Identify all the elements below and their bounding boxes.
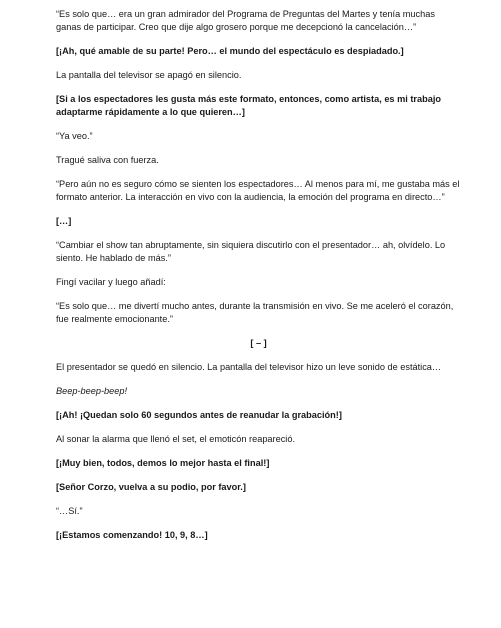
paragraph-19: “…Sí.” xyxy=(56,506,83,516)
paragraph-4: [Si a los espectadores les gusta más este formato, entonces, como artista, es mi trabajo adaptarme rápidamente a lo que quieren…] xyxy=(56,94,441,117)
paragraph-10: Fingí vacilar y luego añadí: xyxy=(56,277,166,287)
paragraph-5: “Ya veo.” xyxy=(56,131,93,141)
paragraph-2: [¡Ah, qué amable de su parte! Pero… el mundo del espectáculo es despiadado.] xyxy=(56,46,404,56)
paragraph-7: “Pero aún no es seguro cómo se sienten los espectadores… Al menos para mí, me gustaba más el formato anterior. La interacción en vivo con la audiencia, la emoción del programa en directo…” xyxy=(56,179,460,202)
scene-break: [ – ] xyxy=(250,338,267,348)
paragraph-20: [¡Estamos comenzando! 10, 9, 8…] xyxy=(56,530,208,540)
paragraph-11: “Es solo que… me divertí mucho antes, durante la transmisión en vivo. Se me aceleró el corazón, fue realmente emocionante.” xyxy=(56,301,454,324)
paragraph-13: El presentador se quedó en silencio. La pantalla del televisor hizo un leve sonido de estática… xyxy=(56,362,442,372)
paragraph-8: […] xyxy=(56,216,72,226)
paragraph-14: Beep-beep-beep! xyxy=(56,386,128,396)
paragraph-3: La pantalla del televisor se apagó en silencio. xyxy=(56,70,242,80)
paragraph-17: [¡Muy bien, todos, demos lo mejor hasta el final!] xyxy=(56,458,270,468)
paragraph-16: Al sonar la alarma que llenó el set, el emoticón reapareció. xyxy=(56,434,296,444)
paragraph-18: [Señor Corzo, vuelva a su podio, por favor.] xyxy=(56,482,246,492)
paragraph-1: “Es solo que… era un gran admirador del Programa de Preguntas del Martes y tenía muchas ganas de participar. Creo que dije algo grosero porque me decepcionó la cancelación…” xyxy=(56,9,435,32)
paragraph-9: “Cambiar el show tan abruptamente, sin siquiera discutirlo con el presentador… ah, olvídelo. Lo siento. He hablado de más.” xyxy=(56,240,446,263)
paragraph-15: [¡Ah! ¡Quedan solo 60 segundos antes de reanudar la grabación!] xyxy=(56,410,342,420)
paragraph-6: Tragué saliva con fuerza. xyxy=(56,155,159,165)
